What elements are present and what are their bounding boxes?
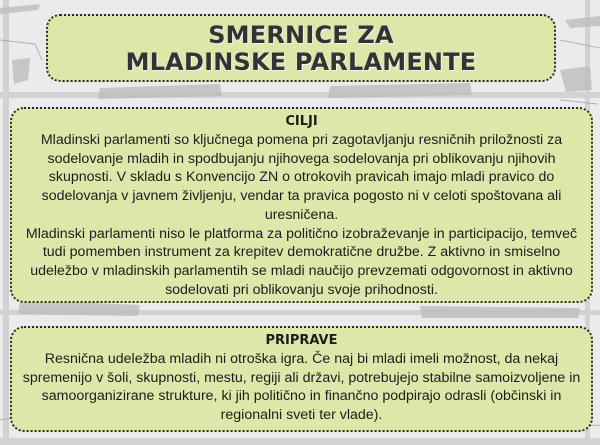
cilji-paragraph-1: Mladinski parlamenti so ključnega pomena pri zagotavljanju resničnih priložnosti za sodelovanje mladih in spodbujanju njihovega sodelovanja pri oblikovanju njihovih skupnosti. V skladu s Konvencijo ZN o otrokovih pravicah imajo mladi pravico do sodelovanja v javnem življenju, vendar ta pravica pogosto ni v celoti spoštovana ali uresničena. <box>40 132 563 223</box>
cilji-paragraph-2: Mladinski parlamenti niso le platforma za politično izobraževanje in participacijo, temveč tudi pomemben instrument za krepitev demokratične družbe. Z aktivno in smiselno udeležbo v mladinskih parlamentih se mladi naučijo prevzemati odgovornost in aktivno sodelovati pri oblikovanju svoje prihodnosti. <box>25 225 578 298</box>
title-card <box>46 14 556 82</box>
title-line-2: MLADINSKE PARLAMENTE <box>125 48 477 76</box>
cilji-section <box>10 107 593 303</box>
priprave-paragraph: Resnična udeležba mladih ni otroška igra. Če naj bi mladi imeli možnost, da nekaj spremenijo v šoli, skupnosti, mestu, regiji ali državi, potrebujejo stabilne samoizvoljene in samoorganizirane strukture, ki jih politično in finančno podpirajo odrasli (občinski in regionalni sveti ter vlade). <box>22 351 581 424</box>
priprave-heading: PRIPRAVE <box>265 333 338 348</box>
cilji-heading: CILJI <box>285 114 318 129</box>
priprave-section <box>10 326 593 432</box>
title-line-1: SMERNICE ZA <box>208 21 394 49</box>
